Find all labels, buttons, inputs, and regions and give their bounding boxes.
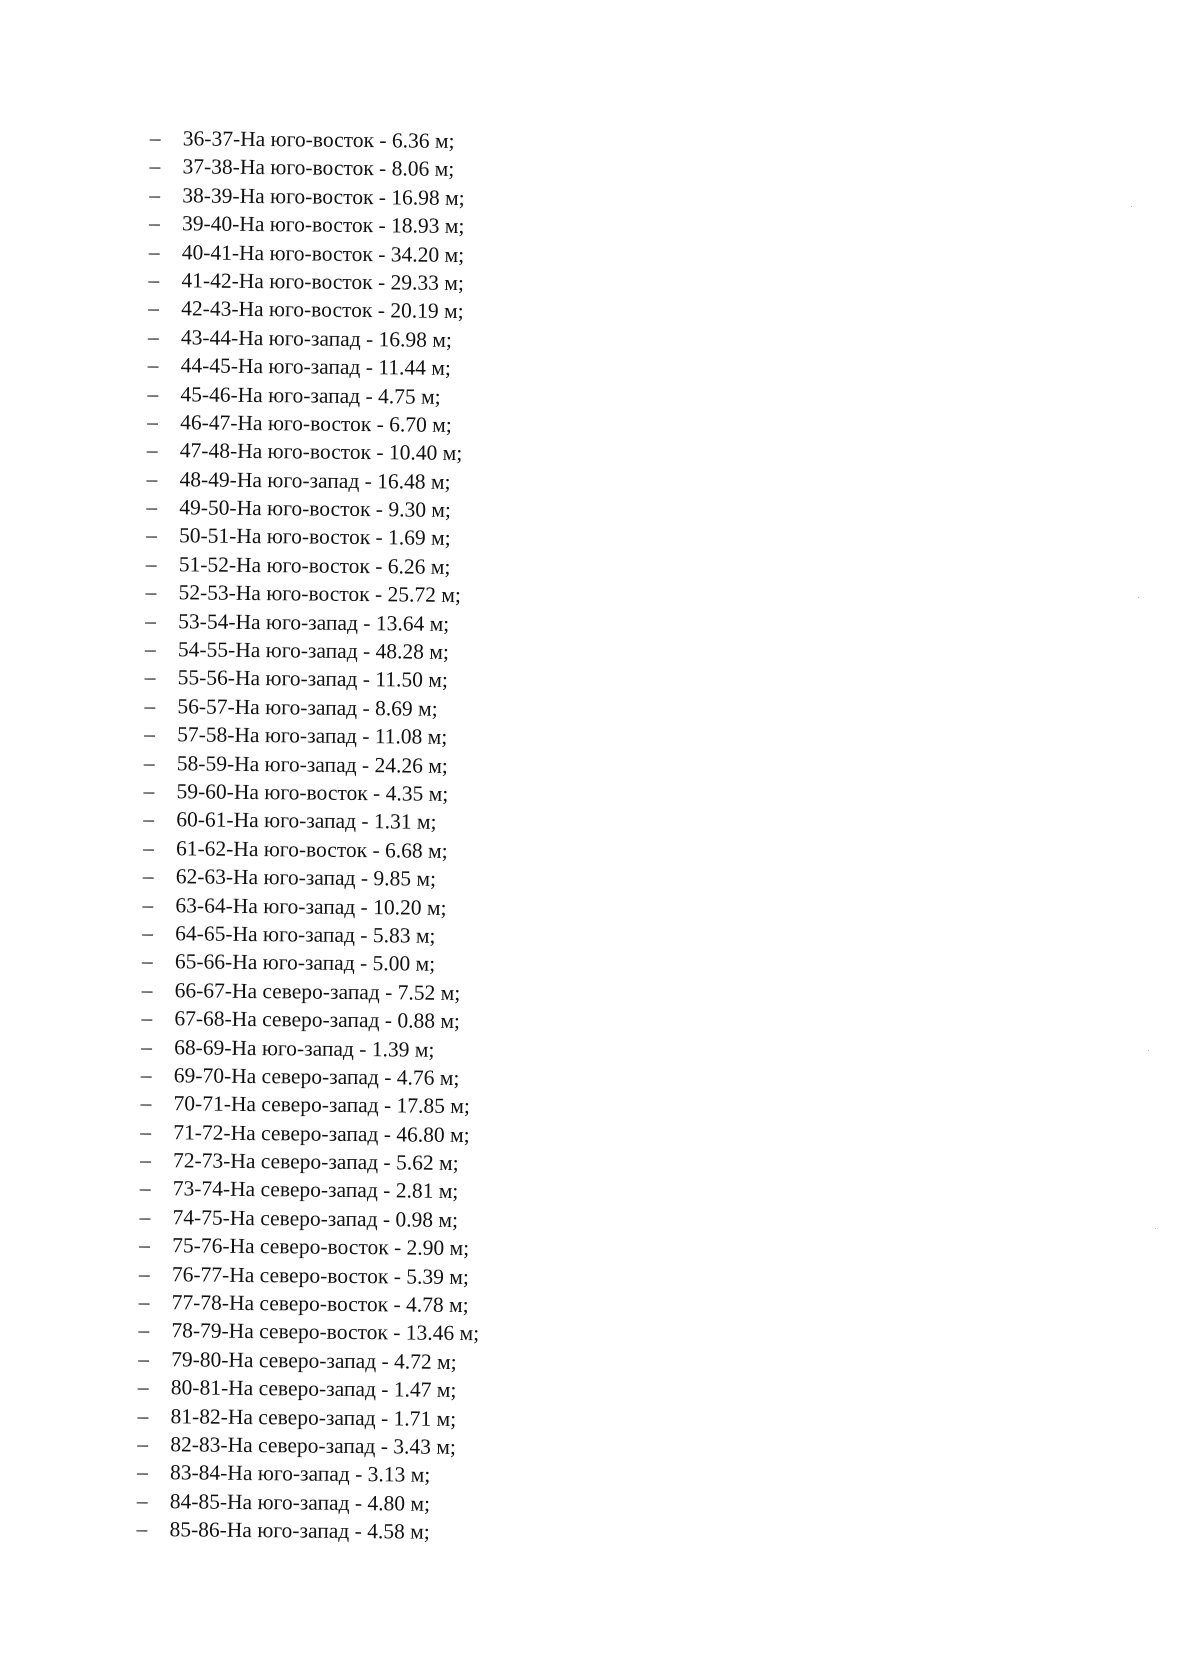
segment-text: 64-65-На юго-запад - 5.83 м;	[175, 921, 436, 948]
segment-text: 67-68-На северо-запад - 0.88 м;	[174, 1006, 461, 1034]
list-dash: –	[144, 693, 156, 718]
list-item	[150, 124, 491, 156]
list-item	[142, 919, 483, 951]
list-dash: –	[147, 324, 159, 349]
list-dash: –	[139, 1233, 151, 1258]
list-dash: –	[138, 1261, 150, 1286]
segment-text: 45-46-На юго-запад - 4.75 м;	[180, 381, 441, 409]
list-dash: –	[140, 1119, 152, 1144]
segment-text: 65-66-На юго-запад - 5.00 м;	[174, 949, 436, 977]
list-item	[144, 749, 485, 781]
list-item	[139, 1231, 480, 1263]
segment-text: 44-45-На юго-запад - 11.44 м;	[180, 353, 451, 381]
segment-text: 56-57-На юго-запад - 8.69 м;	[177, 694, 438, 721]
list-item	[137, 1402, 478, 1434]
segment-text: 83-84-На юго-запад - 3.13 м;	[169, 1460, 431, 1488]
list-item	[148, 351, 489, 383]
scan-speck	[1155, 1228, 1156, 1229]
list-dash: –	[136, 1517, 148, 1542]
list-item	[142, 976, 483, 1008]
segment-text: 50-51-На юго-восток - 1.69 м;	[178, 523, 451, 551]
list-item	[149, 238, 490, 270]
segment-text: 82-83-На северо-запад - 3.43 м;	[170, 1432, 457, 1459]
list-dash: –	[141, 1006, 153, 1031]
segment-text: 74-75-На северо-запад - 0.98 м;	[172, 1205, 459, 1232]
segment-text: 36-37-На юго-восток - 6.36 м;	[182, 126, 455, 153]
list-item	[148, 266, 489, 298]
list-dash: –	[143, 750, 155, 775]
list-dash: –	[148, 296, 160, 321]
list-item	[144, 720, 485, 752]
segment-text: 80-81-На северо-запад - 1.47 м;	[170, 1375, 457, 1403]
list-item	[142, 947, 483, 979]
list-item	[146, 550, 487, 582]
segment-text: 51-52-На юго-восток - 6.26 м;	[178, 552, 451, 579]
list-dash: –	[137, 1375, 149, 1400]
scan-speck	[1148, 1050, 1149, 1051]
list-dash: –	[138, 1346, 150, 1371]
list-dash: –	[143, 778, 155, 804]
list-item	[149, 152, 490, 184]
list-dash: –	[141, 1034, 153, 1059]
list-item	[143, 862, 484, 894]
list-item	[148, 323, 489, 355]
list-item	[140, 1118, 481, 1150]
list-item	[137, 1458, 478, 1490]
list-dash: –	[136, 1488, 148, 1513]
segment-text: 57-58-На юго-запад - 11.08 м;	[177, 722, 448, 750]
list-dash: –	[145, 551, 157, 576]
list-item	[147, 436, 488, 468]
list-item	[149, 181, 490, 213]
list-dash: –	[146, 495, 158, 520]
list-item	[139, 1260, 480, 1292]
segment-text: 37-38-На юго-восток - 8.06 м;	[182, 154, 455, 182]
list-item	[139, 1203, 480, 1235]
list-dash: –	[148, 211, 160, 236]
segment-text: 42-43-На юго-восток - 20.19 м;	[181, 296, 464, 324]
list-item	[137, 1430, 478, 1462]
list-item	[146, 493, 487, 525]
segment-text: 77-78-На северо-восток - 4.78 м;	[171, 1290, 469, 1318]
segment-text: 59-60-На юго-восток - 4.35 м;	[176, 779, 449, 806]
list-dash: –	[136, 1460, 148, 1485]
segment-text: 53-54-На юго-запад - 13.64 м;	[178, 608, 450, 636]
segment-text: 72-73-На северо-запад - 5.62 м;	[172, 1148, 459, 1176]
list-dash: –	[140, 1091, 152, 1116]
segment-text: 39-40-На юго-восток - 18.93 м;	[181, 211, 465, 239]
list-dash: –	[146, 438, 158, 463]
segment-text: 43-44-На юго-запад - 16.98 м;	[180, 325, 453, 352]
list-dash: –	[145, 523, 157, 548]
list-dash: –	[147, 381, 159, 406]
list-dash: –	[142, 864, 154, 889]
list-dash: –	[139, 1204, 151, 1229]
list-item	[146, 521, 487, 553]
list-dash: –	[145, 580, 157, 605]
segment-text: 62-63-На юго-запад - 9.85 м;	[175, 864, 437, 891]
list-item	[143, 777, 484, 809]
segment-text: 48-49-На юго-запад - 16.48 м;	[179, 466, 451, 494]
list-dash: –	[144, 722, 156, 747]
segment-text: 38-39-На юго-восток - 16.98 м;	[182, 183, 465, 210]
list-item	[145, 607, 486, 639]
list-dash: –	[144, 637, 156, 662]
list-dash: –	[149, 154, 161, 179]
list-dash: –	[148, 267, 160, 293]
segment-text: 78-79-На северо-восток - 13.46 м;	[171, 1318, 480, 1346]
list-dash: –	[141, 949, 153, 974]
segment-text: 49-50-На юго-восток - 9.30 м;	[179, 495, 452, 522]
segment-text: 85-86-На юго-запад - 4.58 м;	[169, 1517, 430, 1544]
list-dash: –	[139, 1176, 151, 1201]
list-dash: –	[145, 608, 157, 633]
segment-text: 71-72-На северо-запад - 46.80 м;	[173, 1119, 470, 1147]
list-item	[145, 578, 486, 610]
segment-text: 54-55-На юго-запад - 48.28 м;	[177, 637, 450, 664]
list-item	[143, 834, 484, 866]
list-item	[141, 1061, 482, 1093]
list-dash: –	[147, 409, 159, 434]
list-item	[143, 805, 484, 837]
scan-speck	[1131, 206, 1132, 207]
list-item	[139, 1288, 480, 1320]
list-dash: –	[138, 1289, 150, 1315]
segment-text: 76-77-На северо-восток - 5.39 м;	[171, 1261, 470, 1289]
segment-text: 75-76-На северо-восток - 2.90 м;	[172, 1233, 470, 1261]
segment-text: 73-74-На северо-запад - 2.81 м;	[172, 1176, 459, 1204]
list-item	[145, 663, 486, 695]
list-dash: –	[148, 239, 160, 264]
list-item	[137, 1487, 478, 1519]
segment-text: 40-41-На юго-восток - 34.20 м;	[181, 239, 465, 267]
segment-text: 63-64-На юго-запад - 10.20 м;	[175, 892, 447, 920]
segment-text: 41-42-На юго-восток - 29.33 м;	[181, 268, 465, 295]
list-dash: –	[143, 807, 155, 832]
segment-text: 47-48-На юго-восток - 10.40 м;	[179, 438, 463, 466]
list-item	[147, 380, 488, 412]
list-item	[141, 1004, 482, 1036]
list-item	[148, 294, 489, 326]
list-item	[136, 1515, 477, 1547]
segment-text: 84-85-На юго-запад - 4.80 м;	[169, 1489, 431, 1516]
list-dash: –	[147, 353, 159, 378]
list-item	[149, 209, 490, 241]
segment-text: 60-61-На юго-запад - 1.31 м;	[176, 807, 437, 835]
segment-text: 68-69-На юго-запад - 1.39 м;	[174, 1034, 435, 1062]
segment-text: 70-71-На северо-запад - 17.85 м;	[173, 1091, 471, 1119]
list-dash: –	[149, 182, 161, 207]
list-item	[147, 408, 488, 440]
list-dash: –	[137, 1431, 149, 1457]
segment-text: 66-67-На северо-запад - 7.52 м;	[174, 977, 461, 1005]
list-item	[138, 1316, 479, 1348]
list-item	[145, 635, 486, 667]
list-item	[146, 465, 487, 497]
list-item	[141, 1032, 482, 1064]
list-dash: –	[142, 892, 154, 917]
list-item	[138, 1373, 479, 1405]
list-dash: –	[138, 1318, 150, 1343]
segment-text: 46-47-На юго-восток - 6.70 м;	[180, 410, 452, 437]
list-item	[140, 1174, 481, 1206]
list-dash: –	[142, 835, 154, 860]
list-item	[140, 1146, 481, 1178]
segment-text: 69-70-На северо-запад - 4.76 м;	[173, 1063, 460, 1090]
list-dash: –	[149, 125, 161, 151]
boundary-segment-list	[136, 124, 490, 1547]
segment-text: 81-82-На северо-запад - 1.71 м;	[170, 1403, 457, 1431]
list-dash: –	[140, 1062, 152, 1087]
list-item	[138, 1345, 479, 1377]
list-item	[142, 891, 483, 923]
segment-text: 55-56-На юго-запад - 11.50 м;	[177, 665, 448, 693]
segment-text: 52-53-На юго-восток - 25.72 м;	[178, 580, 462, 608]
list-dash: –	[141, 977, 153, 1002]
list-dash: –	[137, 1403, 149, 1428]
list-dash: –	[146, 466, 158, 491]
list-dash: –	[144, 665, 156, 690]
segment-text: 58-59-На юго-запад - 24.26 м;	[176, 750, 448, 778]
segment-text: 79-80-На северо-запад - 4.72 м;	[171, 1347, 457, 1374]
segment-text: 61-62-На юго-восток - 6.68 м;	[175, 836, 448, 863]
scan-speck	[1138, 597, 1139, 598]
list-item	[144, 692, 485, 724]
list-item	[140, 1089, 481, 1121]
list-dash: –	[142, 920, 154, 946]
list-dash: –	[139, 1148, 151, 1173]
